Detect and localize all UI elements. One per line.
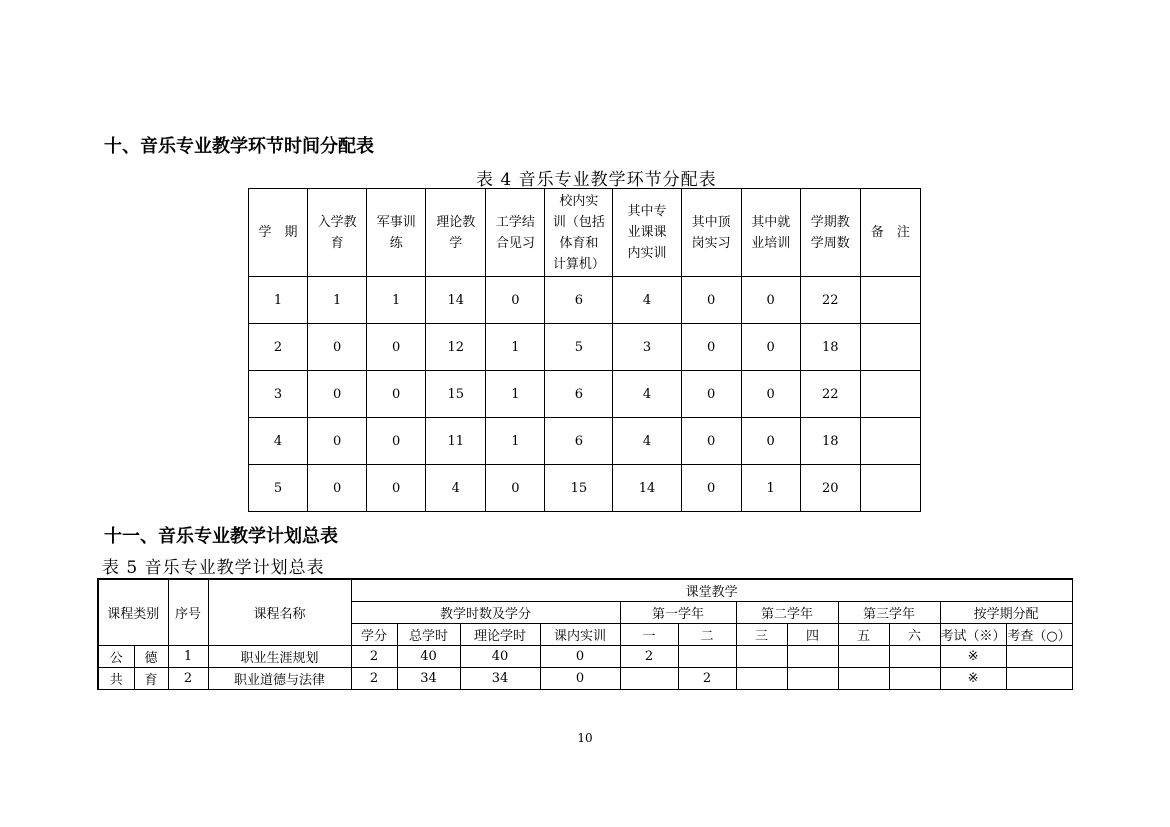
cell: 11 [426, 418, 486, 465]
cell: 18 [800, 418, 860, 465]
header-exam: 考试（※） [940, 624, 1006, 646]
cell: 14 [613, 465, 681, 512]
cell [860, 324, 920, 371]
cell: 6 [545, 418, 613, 465]
cell: 2 [168, 668, 208, 690]
cell: 6 [545, 277, 613, 324]
cell [838, 646, 889, 668]
table-row [249, 465, 921, 512]
cell: 1 [168, 646, 208, 668]
cell: 1 [486, 371, 545, 418]
cell [787, 668, 838, 690]
cell: 0 [367, 465, 426, 512]
header-classroom-teaching: 课堂教学 [351, 579, 1072, 602]
teaching-plan-table [97, 578, 1073, 690]
subcategory-cell: 育 [134, 668, 168, 690]
cell: 1 [741, 465, 800, 512]
table4-header-row [249, 189, 921, 277]
cell: 0 [367, 324, 426, 371]
header-term-6: 六 [889, 624, 940, 646]
table-row [249, 371, 921, 418]
header-term-5: 五 [838, 624, 889, 646]
cell: 12 [426, 324, 486, 371]
cell [736, 646, 787, 668]
cell: 2 [249, 324, 308, 371]
header-total-hours: 总学时 [397, 624, 460, 646]
cell: 1 [486, 418, 545, 465]
cell: 34 [460, 668, 540, 690]
cell: 0 [681, 324, 741, 371]
teaching-time-table [248, 188, 921, 512]
cell: 0 [681, 371, 741, 418]
header-campus-training: 校内实 训（包括 体育和 计算机） [545, 189, 613, 277]
cell: 0 [540, 668, 620, 690]
cell: 40 [397, 646, 460, 668]
header-weeks: 学期教 学周数 [800, 189, 860, 277]
cell: 15 [426, 371, 486, 418]
header-theory-hours: 理论学时 [460, 624, 540, 646]
header-internship: 其中顶 岗实习 [681, 189, 741, 277]
page-number: 10 [577, 731, 593, 745]
cell [736, 668, 787, 690]
table5-caption: 表 5 音乐专业教学计划总表 [102, 558, 325, 578]
cell: 5 [249, 465, 308, 512]
cell: ※ [940, 668, 1006, 690]
cell: 0 [681, 465, 741, 512]
section10-heading: 十、音乐专业教学环节时间分配表 [104, 136, 374, 157]
cell: 0 [681, 418, 741, 465]
header-course-name: 课程名称 [208, 579, 351, 646]
cell: 4 [613, 418, 681, 465]
cell: 3 [613, 324, 681, 371]
cell: 0 [308, 418, 367, 465]
cell [1006, 646, 1072, 668]
cell: 0 [308, 371, 367, 418]
section11-heading: 十一、音乐专业教学计划总表 [104, 526, 338, 547]
cell: 22 [800, 277, 860, 324]
cell: 职业生涯规划 [208, 646, 351, 668]
cell: 5 [545, 324, 613, 371]
cell: 0 [308, 465, 367, 512]
header-term-3: 三 [736, 624, 787, 646]
header-semester: 学 期 [249, 189, 308, 277]
header-term-1: 一 [620, 624, 678, 646]
cell: 0 [741, 277, 800, 324]
cell: 18 [800, 324, 860, 371]
cell: 0 [486, 465, 545, 512]
header-hours-credits: 教学时数及学分 [351, 602, 620, 624]
cell [787, 646, 838, 668]
table4-caption: 表 4 音乐专业教学环节分配表 [476, 170, 717, 190]
header-work-study: 工学结 合见习 [486, 189, 545, 277]
header-military-training: 军事训 练 [367, 189, 426, 277]
header-year-2: 第二学年 [736, 602, 838, 624]
cell [860, 418, 920, 465]
cell [838, 668, 889, 690]
cell: 4 [613, 277, 681, 324]
cell: 40 [460, 646, 540, 668]
cell: 4 [426, 465, 486, 512]
cell: 职业道德与法律 [208, 668, 351, 690]
header-credit: 学分 [351, 624, 397, 646]
cell: 2 [678, 668, 736, 690]
cell: 0 [486, 277, 545, 324]
cell: 14 [426, 277, 486, 324]
category-cell: 共 [98, 668, 134, 690]
cell: 1 [249, 277, 308, 324]
cell: 0 [367, 371, 426, 418]
header-employment-training: 其中就 业培训 [741, 189, 800, 277]
cell: 0 [308, 324, 367, 371]
table-row [249, 277, 921, 324]
header-orientation: 入学教 育 [308, 189, 367, 277]
header-year-3: 第三学年 [838, 602, 940, 624]
cell: 22 [800, 371, 860, 418]
category-cell: 公 [98, 646, 134, 668]
cell: 0 [741, 371, 800, 418]
header-by-term: 按学期分配 [940, 602, 1072, 624]
cell: 20 [800, 465, 860, 512]
table-row [249, 324, 921, 371]
cell: 2 [351, 668, 397, 690]
cell [678, 646, 736, 668]
cell: 0 [367, 418, 426, 465]
header-course-category: 课程类别 [98, 579, 168, 646]
cell: ※ [940, 646, 1006, 668]
cell: 2 [351, 646, 397, 668]
cell [1006, 668, 1072, 690]
cell: 0 [681, 277, 741, 324]
cell: 4 [613, 371, 681, 418]
header-major-practice: 其中专 业课课 内实训 [613, 189, 681, 277]
header-term-4: 四 [787, 624, 838, 646]
header-remarks: 备 注 [860, 189, 920, 277]
cell: 6 [545, 371, 613, 418]
cell: 34 [397, 668, 460, 690]
table5-header-row-1 [98, 579, 1072, 602]
table-row [249, 418, 921, 465]
cell [889, 646, 940, 668]
table-row [98, 668, 1072, 690]
table-row [98, 646, 1072, 668]
cell [860, 277, 920, 324]
header-term-2: 二 [678, 624, 736, 646]
cell: 0 [741, 324, 800, 371]
cell: 4 [249, 418, 308, 465]
subcategory-cell: 德 [134, 646, 168, 668]
cell: 1 [486, 324, 545, 371]
header-year-1: 第一学年 [620, 602, 736, 624]
cell: 15 [545, 465, 613, 512]
cell: 2 [620, 646, 678, 668]
cell [860, 465, 920, 512]
cell: 1 [308, 277, 367, 324]
cell [860, 371, 920, 418]
cell: 0 [741, 418, 800, 465]
header-theory-teaching: 理论教 学 [426, 189, 486, 277]
cell: 3 [249, 371, 308, 418]
cell: 1 [367, 277, 426, 324]
cell [889, 668, 940, 690]
header-check: 考查（○） [1006, 624, 1072, 646]
cell: 0 [540, 646, 620, 668]
header-practice: 课内实训 [540, 624, 620, 646]
cell [620, 668, 678, 690]
header-seq: 序号 [168, 579, 208, 646]
